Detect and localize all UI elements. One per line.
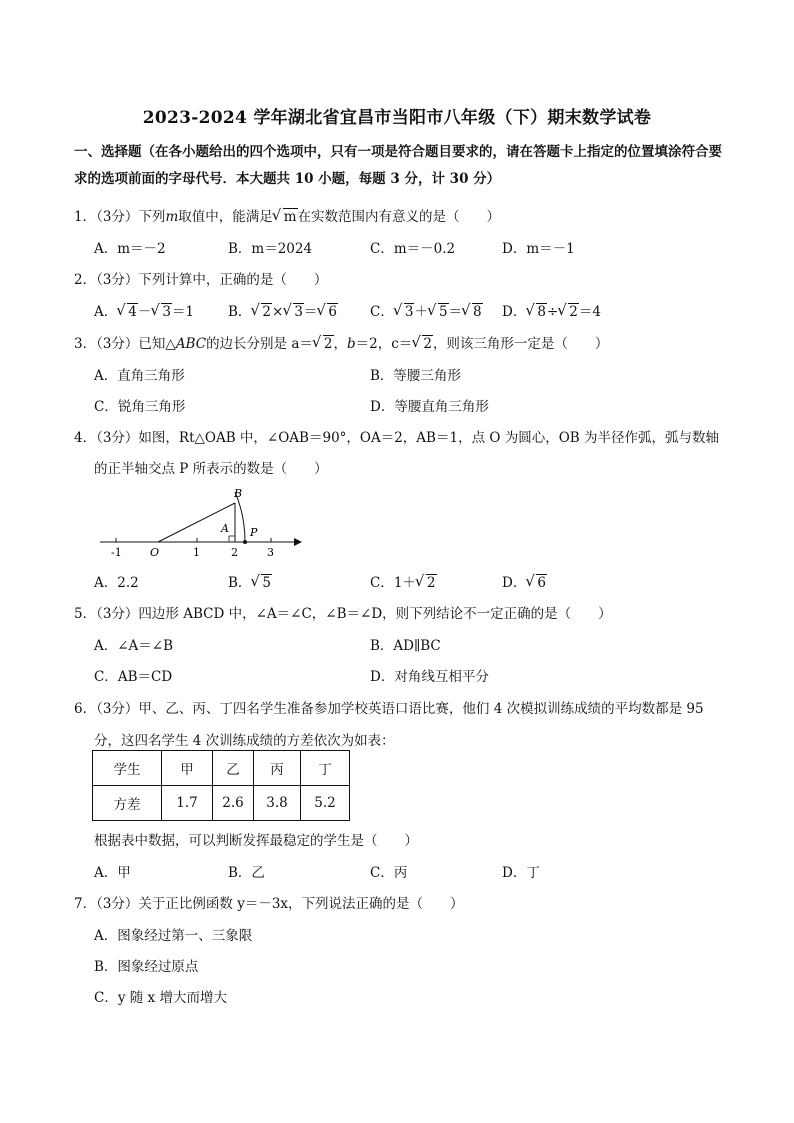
- sqrt-symbol: [318, 304, 338, 320]
- q4-b-label: B．: [228, 575, 252, 591]
- label-o: O: [150, 546, 160, 559]
- q1-option-a[interactable]: A．m＝－2: [94, 241, 166, 257]
- q2-a-r2: 3: [162, 304, 171, 320]
- sqrt-symbol: [429, 304, 449, 320]
- q6-option-a[interactable]: A．甲: [94, 865, 131, 881]
- q6-option-c[interactable]: C．丙: [370, 865, 408, 881]
- q2-b-r1: 2: [262, 304, 272, 320]
- q3-text-a: 3．（3分）已知△: [74, 336, 176, 352]
- table-cell: 丙: [254, 751, 301, 786]
- question-6-after-table: 根据表中数据，可以判断发挥最稳定的学生是（ ）: [94, 833, 418, 849]
- sqrt-symbol: [314, 336, 334, 352]
- q3-r1: 2: [323, 336, 333, 352]
- table-cell: 2.6: [213, 786, 254, 821]
- q2-b-label: B．: [228, 304, 252, 320]
- q2-c-r3: 8: [473, 304, 482, 320]
- q4-option-d[interactable]: [502, 571, 547, 591]
- q5-option-c[interactable]: C．AB＝CD: [94, 669, 173, 685]
- tick-label: 2: [231, 546, 238, 559]
- q2-b-r2: 3: [294, 304, 303, 320]
- sqrt-symbol: [118, 304, 138, 320]
- q3-option-d[interactable]: D．等腰直角三角形: [370, 399, 489, 415]
- axis-arrow-icon: [294, 538, 302, 546]
- table-cell: 3.8: [254, 786, 301, 821]
- q4-d-rad: 6: [537, 575, 546, 591]
- q1-text-b: 取值中，能满足: [178, 209, 273, 225]
- q3-option-b[interactable]: B．等腰三角形: [370, 368, 461, 384]
- q1-text-c: 在实数范围内有意义的是（ ）: [297, 209, 501, 225]
- q2-c-r1: 3: [404, 304, 414, 320]
- question-4-line-1: 4．（3分）如图，Rt△OAB 中，∠OAB＝90°，OA＝2，AB＝1，点 O 为圆心，OB 为半径作弧，弧与数轴: [74, 430, 719, 446]
- q2-a-op: －: [137, 304, 152, 320]
- table-cell: 丁: [301, 751, 350, 786]
- q2-d-label: D．: [502, 304, 527, 320]
- q3-text-e: ，则该三角形一定是（ ）: [432, 336, 609, 352]
- point-p: [243, 540, 247, 544]
- q7-option-b[interactable]: B．图象经过原点: [94, 959, 199, 975]
- sqrt-symbol: [413, 336, 433, 352]
- q3-text-b: 的边长分别是 a＝: [206, 336, 313, 352]
- q7-option-a[interactable]: A．图象经过第一、三象限: [94, 928, 253, 944]
- q2-d-eq: ＝4: [578, 304, 601, 320]
- q2-b-eq: ＝: [303, 304, 318, 320]
- q2-d-op: ÷: [546, 304, 559, 320]
- q6-option-d[interactable]: D．丁: [502, 865, 540, 881]
- q1-option-d[interactable]: D．m＝－1: [502, 241, 575, 257]
- q2-b-op: ×: [272, 304, 284, 320]
- question-2-stem: 2．（3分）下列计算中，正确的是（ ）: [74, 272, 328, 288]
- question-6-line-2: 分，这四名学生 4 次训练成绩的方差依次为如表：: [94, 733, 395, 749]
- q2-option-a[interactable]: [94, 300, 194, 320]
- q5-option-d[interactable]: D．对角线互相平分: [370, 669, 489, 685]
- q1-option-c[interactable]: C．m＝－0.2: [370, 241, 456, 257]
- right-angle-mark: [229, 536, 235, 542]
- number-line-figure: [94, 483, 314, 563]
- label-a: A: [221, 522, 229, 535]
- q6-option-b[interactable]: B．乙: [228, 865, 265, 881]
- sqrt-symbol: [559, 304, 579, 320]
- section-heading: 一、选择题（在各小题给出的四个选项中，只有一项是符合题目要求的，请在答题卡上指定的位置填涂符合要求的选项前面的字母代号．本大题共 10 小题，每题 3 分，计 30 分）: [74, 144, 722, 187]
- q3-text-d: ＝2，c＝: [355, 336, 413, 352]
- q3-text-c: ，: [333, 336, 347, 352]
- question-3-stem: [74, 332, 608, 352]
- sqrt-symbol: [284, 304, 304, 320]
- q5-option-b[interactable]: B．AD∥BC: [370, 638, 441, 654]
- q5-option-a[interactable]: A．∠A＝∠B: [94, 638, 174, 654]
- q2-a-r1: 4: [128, 304, 137, 320]
- sqrt-symbol: [252, 575, 272, 591]
- question-1-stem: [74, 205, 500, 225]
- table-cell: 甲: [162, 751, 213, 786]
- sqrt-symbol: [527, 304, 547, 320]
- label-p: P: [250, 526, 258, 539]
- question-5-stem: 5．（3分）四边形 ABCD 中，∠A＝∠C，∠B＝∠D，则下列结论不一定正确的是（ ）: [74, 606, 612, 622]
- q4-option-c[interactable]: [370, 571, 437, 591]
- sqrt-symbol: [527, 575, 547, 591]
- q1-text-a: 下列: [138, 209, 166, 225]
- q1-variable: m: [165, 209, 179, 225]
- q2-c-r2: 5: [438, 304, 448, 320]
- q2-c-op: ＋: [414, 304, 428, 320]
- q2-option-d[interactable]: [502, 300, 601, 320]
- label-b: B: [234, 487, 243, 500]
- tick-label: 3: [267, 546, 274, 559]
- table-cell: 学生: [93, 751, 162, 786]
- q4-c-rad: 2: [426, 575, 436, 591]
- table-header-row: [93, 751, 350, 786]
- question-1-number: 1．（3分）: [74, 209, 139, 225]
- q3-option-a[interactable]: A．直角三角形: [94, 368, 185, 384]
- question-6-line-1: 6．（3分）甲、乙、丙、丁四名学生准备参加学校英语口语比赛，他们 4 次模拟训练成绩的平均数都是 95: [74, 701, 704, 717]
- q7-option-c[interactable]: C．y 随 x 增大而增大: [94, 990, 227, 1006]
- q2-a-eq: ＝1: [171, 304, 195, 320]
- q4-option-b[interactable]: [228, 571, 272, 591]
- q2-d-r1: 8: [537, 304, 546, 320]
- q4-d-label: D．: [502, 575, 527, 591]
- q2-b-r3: 6: [328, 304, 338, 320]
- q2-c-label: C．: [370, 304, 394, 320]
- q4-b-rad: 5: [262, 575, 272, 591]
- q2-option-b[interactable]: [228, 300, 338, 320]
- sqrt-symbol: [463, 304, 483, 320]
- question-7-stem: 7．（3分）关于正比例函数 y＝－3x，下列说法正确的是（ ）: [74, 896, 464, 912]
- q4-option-a[interactable]: A．2.2: [94, 575, 139, 591]
- sqrt-symbol: [152, 304, 172, 320]
- q3-r2: 2: [423, 336, 432, 352]
- sqrt-symbol: [252, 304, 272, 320]
- sqrt-symbol: [417, 575, 437, 591]
- q3-triangle: ABC: [175, 336, 207, 352]
- q2-option-c[interactable]: [370, 300, 483, 320]
- q2-d-r2: 2: [569, 304, 578, 320]
- q2-a-label: A．: [94, 304, 118, 320]
- table-cell: 1.7: [162, 786, 213, 821]
- q2-c-eq: ＝: [448, 304, 463, 320]
- q4-c-label: C．1＋: [370, 575, 416, 591]
- q1-option-b[interactable]: B．m＝2024: [228, 241, 313, 257]
- q3-option-c[interactable]: C．锐角三角形: [94, 399, 186, 415]
- sqrt-symbol: [395, 304, 415, 320]
- table-row: [93, 786, 350, 821]
- table-cell: 乙: [213, 751, 254, 786]
- table-cell: 5.2: [301, 786, 350, 821]
- tick-label: -1: [111, 546, 122, 559]
- q1-radicand: m: [283, 209, 297, 225]
- table-cell: 方差: [93, 786, 162, 821]
- sqrt-symbol: [274, 209, 298, 225]
- variance-table: [92, 750, 350, 821]
- tick-label: 1: [193, 546, 200, 559]
- q3-b: b: [347, 336, 356, 352]
- question-4-line-2: 的正半轴交点 P 所表示的数是（ ）: [94, 461, 328, 477]
- page-title: 2023-2024 学年湖北省宜昌市当阳市八年级（下）期末数学试卷: [142, 108, 652, 128]
